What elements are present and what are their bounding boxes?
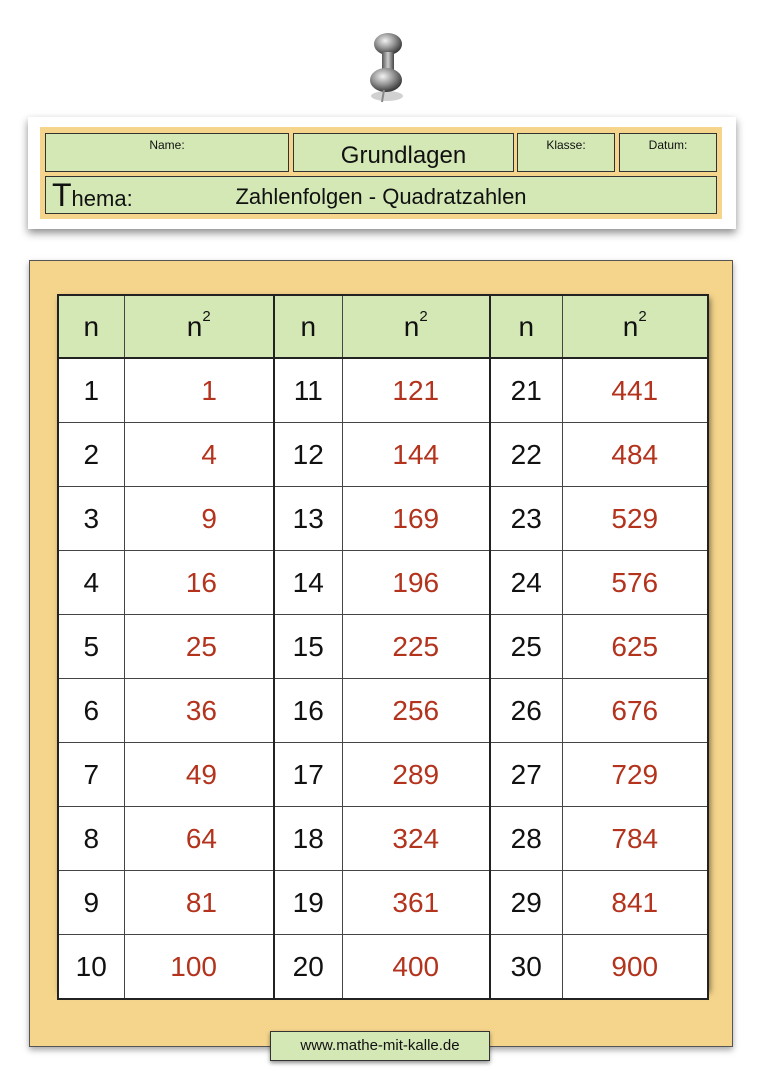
name-label: Name: bbox=[149, 138, 185, 152]
n-value-cell: 24 bbox=[490, 551, 562, 615]
n-value-cell: 3 bbox=[58, 487, 124, 551]
table-row bbox=[58, 551, 708, 615]
table-row bbox=[58, 679, 708, 743]
n-value-cell: 13 bbox=[274, 487, 342, 551]
square-value-cell: 4 bbox=[124, 423, 274, 487]
n-value-cell: 17 bbox=[274, 743, 342, 807]
table-row bbox=[58, 743, 708, 807]
n-value-cell: 16 bbox=[274, 679, 342, 743]
square-value-cell: 64 bbox=[124, 807, 274, 871]
square-value-cell: 16 bbox=[124, 551, 274, 615]
square-value-cell: 576 bbox=[562, 551, 708, 615]
footer-url[interactable]: www.mathe-mit-kalle.de bbox=[270, 1031, 490, 1061]
table-row bbox=[58, 615, 708, 679]
square-value-cell: 1 bbox=[124, 358, 274, 423]
n-value-cell: 18 bbox=[274, 807, 342, 871]
square-value-cell: 529 bbox=[562, 487, 708, 551]
header-n: n bbox=[274, 295, 342, 358]
square-value-cell: 676 bbox=[562, 679, 708, 743]
name-field[interactable] bbox=[45, 133, 289, 172]
table-row bbox=[58, 935, 708, 1000]
header-n-squared: $n^2$ bbox=[124, 295, 274, 358]
square-value-cell: 144 bbox=[342, 423, 490, 487]
square-value-cell: 121 bbox=[342, 358, 490, 423]
header-card bbox=[28, 117, 736, 229]
n-value-cell: 25 bbox=[490, 615, 562, 679]
squares-table-wrap bbox=[57, 294, 707, 989]
datum-label: Datum: bbox=[648, 138, 688, 152]
squares-table bbox=[57, 294, 709, 1000]
square-value-cell: 36 bbox=[124, 679, 274, 743]
square-value-cell: 81 bbox=[124, 871, 274, 935]
square-value-cell: 169 bbox=[342, 487, 490, 551]
square-value-cell: 441 bbox=[562, 358, 708, 423]
square-value-cell: 49 bbox=[124, 743, 274, 807]
header-inner bbox=[40, 127, 722, 219]
table-row bbox=[58, 871, 708, 935]
square-value-cell: 484 bbox=[562, 423, 708, 487]
header-n: n bbox=[58, 295, 124, 358]
thema-label: Thema: bbox=[52, 177, 133, 213]
thema-text: Zahlenfolgen - Quadratzahlen bbox=[235, 184, 527, 209]
square-value-cell: 289 bbox=[342, 743, 490, 807]
main-panel bbox=[29, 260, 733, 1047]
n-value-cell: 29 bbox=[490, 871, 562, 935]
square-value-cell: 324 bbox=[342, 807, 490, 871]
n-value-cell: 11 bbox=[274, 358, 342, 423]
n-value-cell: 28 bbox=[490, 807, 562, 871]
n-value-cell: 7 bbox=[58, 743, 124, 807]
datum-field[interactable] bbox=[619, 133, 717, 172]
page-title: Grundlagen bbox=[340, 142, 467, 169]
n-value-cell: 19 bbox=[274, 871, 342, 935]
n-value-cell: 6 bbox=[58, 679, 124, 743]
square-value-cell: 9 bbox=[124, 487, 274, 551]
title-box bbox=[293, 133, 514, 172]
square-value-cell: 256 bbox=[342, 679, 490, 743]
square-value-cell: 784 bbox=[562, 807, 708, 871]
n-value-cell: 2 bbox=[58, 423, 124, 487]
square-value-cell: 900 bbox=[562, 935, 708, 1000]
n-value-cell: 21 bbox=[490, 358, 562, 423]
n-value-cell: 23 bbox=[490, 487, 562, 551]
header-n-squared: $n^2$ bbox=[342, 295, 490, 358]
n-value-cell: 20 bbox=[274, 935, 342, 1000]
header-n: n bbox=[490, 295, 562, 358]
n-value-cell: 30 bbox=[490, 935, 562, 1000]
square-value-cell: 225 bbox=[342, 615, 490, 679]
klasse-label: Klasse: bbox=[546, 138, 586, 152]
klasse-field[interactable] bbox=[517, 133, 615, 172]
thema-box bbox=[45, 176, 717, 214]
square-value-cell: 361 bbox=[342, 871, 490, 935]
n-value-cell: 4 bbox=[58, 551, 124, 615]
square-value-cell: 100 bbox=[124, 935, 274, 1000]
header-n-squared: $n^2$ bbox=[562, 295, 708, 358]
table-header-row bbox=[58, 295, 708, 358]
push-pin-icon bbox=[360, 30, 410, 110]
n-value-cell: 10 bbox=[58, 935, 124, 1000]
n-value-cell: 27 bbox=[490, 743, 562, 807]
table-row bbox=[58, 487, 708, 551]
table-row bbox=[58, 358, 708, 423]
square-value-cell: 625 bbox=[562, 615, 708, 679]
n-value-cell: 12 bbox=[274, 423, 342, 487]
square-value-cell: 729 bbox=[562, 743, 708, 807]
square-value-cell: 25 bbox=[124, 615, 274, 679]
square-value-cell: 196 bbox=[342, 551, 490, 615]
square-value-cell: 841 bbox=[562, 871, 708, 935]
n-value-cell: 5 bbox=[58, 615, 124, 679]
n-value-cell: 8 bbox=[58, 807, 124, 871]
n-value-cell: 15 bbox=[274, 615, 342, 679]
square-value-cell: 400 bbox=[342, 935, 490, 1000]
table-row bbox=[58, 423, 708, 487]
n-value-cell: 14 bbox=[274, 551, 342, 615]
n-value-cell: 1 bbox=[58, 358, 124, 423]
table-row bbox=[58, 807, 708, 871]
n-value-cell: 9 bbox=[58, 871, 124, 935]
n-value-cell: 22 bbox=[490, 423, 562, 487]
n-value-cell: 26 bbox=[490, 679, 562, 743]
